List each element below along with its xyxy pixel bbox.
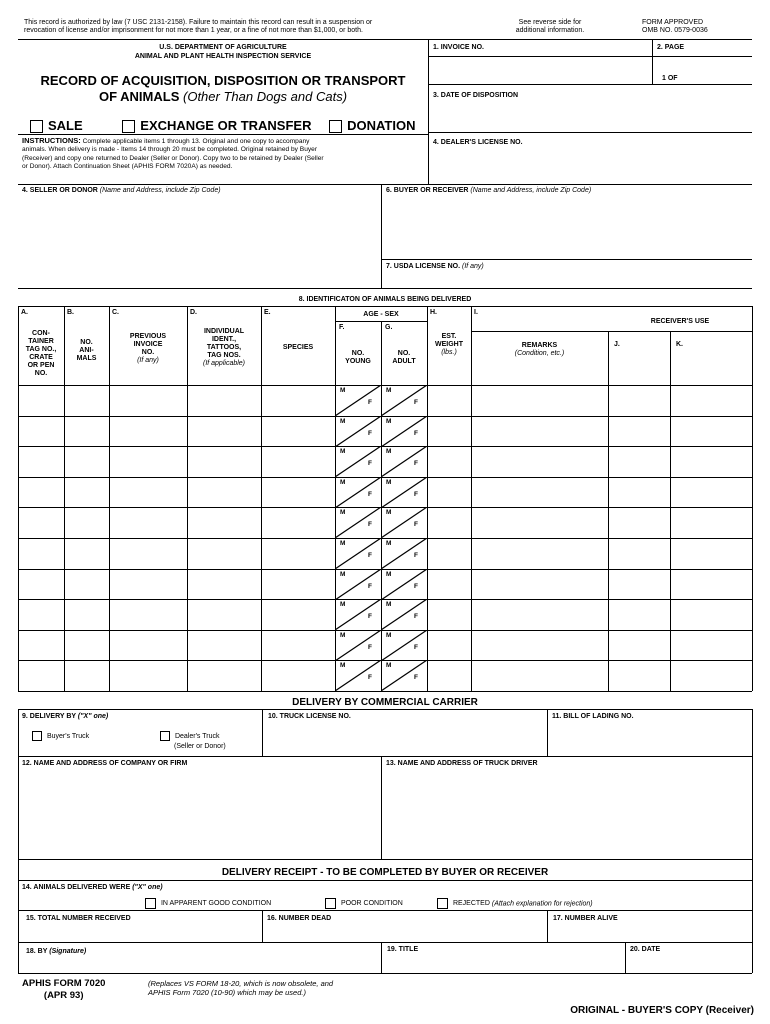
truck-driver-label: 13. NAME AND ADDRESS OF TRUCK DRIVER xyxy=(386,760,538,767)
instructions xyxy=(22,137,424,172)
donation-label: DONATION xyxy=(347,118,416,133)
form-title-italic: (Other Than Dogs and Cats) xyxy=(183,89,348,104)
adult-female-marker: F xyxy=(414,460,418,468)
buyer-label-text: 6. BUYER OR RECEIVER xyxy=(386,187,469,194)
adult-male-marker: M xyxy=(386,631,392,639)
transaction-type-row xyxy=(30,118,415,133)
col-c-hint: (If any) xyxy=(137,357,159,364)
col-b-text: ANI- xyxy=(79,347,94,354)
replaces-note xyxy=(148,979,333,997)
delivered-label-text: 14. ANIMALS DELIVERED WERE xyxy=(22,884,131,891)
reverse-note-line-2: additional information. xyxy=(515,27,585,34)
col-a-text: TAINER xyxy=(28,338,54,345)
date-of-disposition-label: 3. DATE OF DISPOSITION xyxy=(433,92,519,99)
young-female-marker: F xyxy=(368,674,372,682)
young-female-marker: F xyxy=(368,552,372,559)
col-i-text: REMARKS xyxy=(521,342,558,349)
young-female-marker: F xyxy=(368,521,372,529)
company-name-label: 12. NAME AND ADDRESS OF COMPANY OR FIRM xyxy=(22,760,188,767)
col-a-text: CRATE xyxy=(29,354,53,361)
dealers-truck-sublabel: (Seller or Donor) xyxy=(174,743,226,750)
young-male-marker: M xyxy=(340,417,346,425)
poor-condition-option[interactable] xyxy=(325,898,403,909)
adult-female-marker: F xyxy=(414,674,418,682)
rejected-checkbox[interactable] xyxy=(437,898,448,909)
instructions-line-4: or Donor). Attach Continuation Sheet (APHIS FORM 7020A) as needed. xyxy=(22,163,233,171)
col-a-text: OR PEN xyxy=(27,362,55,369)
delivered-hint: ("X" one) xyxy=(132,884,163,891)
col-d-hint: (If applicable) xyxy=(202,360,246,367)
adult-female-marker: F xyxy=(414,521,418,529)
dealers-truck-label: Dealer's Truck xyxy=(174,732,220,740)
young-female-marker: F xyxy=(368,582,372,590)
carrier-section-title: DELIVERY BY COMMERCIAL CARRIER xyxy=(292,697,478,708)
col-d-letter: D. xyxy=(190,309,197,316)
col-c-header xyxy=(109,333,187,365)
instructions-line-1 xyxy=(22,137,424,146)
adult-male-marker: M xyxy=(386,662,392,670)
col-e-letter: E. xyxy=(264,309,271,316)
good-condition-checkbox[interactable] xyxy=(145,898,156,909)
page-of-label: 1 OF xyxy=(662,75,678,82)
young-female-marker: F xyxy=(368,460,372,468)
buyers-truck-label: Buyer's Truck xyxy=(46,732,90,740)
young-male-marker: M xyxy=(340,662,346,670)
young-female-marker: F xyxy=(368,643,372,651)
date-label: 20. DATE xyxy=(630,946,661,953)
adult-male-marker: M xyxy=(386,570,392,578)
form-title-line-1: RECORD OF ACQUISITION, DISPOSITION OR TRANSPORT xyxy=(40,73,406,88)
number-dead-label: 16. NUMBER DEAD xyxy=(267,915,332,922)
col-c-letter: C. xyxy=(112,309,119,316)
col-i-header xyxy=(471,342,608,358)
col-h-text: EST. xyxy=(441,333,457,340)
buyer-hint: (Name and Address, include Zip Code) xyxy=(470,187,592,194)
col-e-header: SPECIES xyxy=(282,344,314,351)
number-alive-label: 17. NUMBER ALIVE xyxy=(553,915,618,922)
page-label: 2. PAGE xyxy=(657,44,685,51)
truck-license-label: 10. TRUCK LICENSE NO. xyxy=(268,713,351,720)
signature-label-text: 18. BY xyxy=(26,948,48,955)
form-identifier xyxy=(22,978,105,1002)
young-male-marker: M xyxy=(340,570,346,578)
form-approved: FORM APPROVED xyxy=(642,19,704,26)
seller-label xyxy=(22,187,221,194)
adult-male-marker: M xyxy=(386,478,392,486)
adult-male-marker: M xyxy=(386,509,392,517)
dealers-truck-option[interactable] xyxy=(160,731,226,750)
rejected-label: REJECTED xyxy=(452,900,490,908)
omb-number: OMB NO. 0579-0036 xyxy=(642,27,708,34)
adult-male-marker: M xyxy=(386,540,392,547)
col-g-letter: G. xyxy=(385,324,393,331)
col-f-text: YOUNG xyxy=(345,358,371,365)
good-condition-label: IN APPARENT GOOD CONDITION xyxy=(160,900,272,908)
reverse-note-line-1: See reverse side for xyxy=(518,19,582,26)
col-d-text: TAG NOS. xyxy=(207,352,241,359)
col-d-header xyxy=(187,328,261,368)
seller-label-text: 4. SELLER OR DONOR xyxy=(22,187,98,194)
adult-female-marker: F xyxy=(414,552,418,559)
young-male-marker: M xyxy=(340,601,346,609)
adult-male-marker: M xyxy=(386,601,392,609)
sale-option[interactable] xyxy=(30,118,83,133)
adult-female-marker: F xyxy=(414,399,418,406)
col-b-letter: B. xyxy=(67,309,74,316)
form-name: APHIS FORM 7020 xyxy=(22,978,106,989)
young-male-marker: M xyxy=(340,478,346,486)
adult-female-marker: F xyxy=(414,429,418,437)
exchange-checkbox[interactable] xyxy=(122,120,135,133)
young-male-marker: M xyxy=(340,387,346,394)
poor-condition-label: POOR CONDITION xyxy=(340,900,403,908)
delivery-by-label-text: 9. DELIVERY BY xyxy=(22,713,76,720)
signature-hint: (Signature) xyxy=(49,948,87,955)
authority-notice xyxy=(24,19,464,35)
agency-line-1: U.S. DEPARTMENT OF AGRICULTURE xyxy=(159,44,287,51)
form-approval xyxy=(642,19,752,35)
col-b-header xyxy=(64,339,109,363)
young-male-marker: M xyxy=(340,448,346,456)
col-h-letter: H. xyxy=(430,309,437,316)
young-male-marker: M xyxy=(340,509,346,517)
delivery-by-label xyxy=(22,713,108,720)
delivery-by-hint: ("X" one) xyxy=(77,713,109,720)
col-a-letter: A. xyxy=(21,309,28,316)
receivers-use-header: RECEIVER'S USE xyxy=(650,318,710,325)
identification-title: 8. IDENTIFICATON OF ANIMALS BEING DELIVERED xyxy=(298,296,472,303)
adult-male-marker: M xyxy=(386,387,392,394)
col-a-text: NO. xyxy=(34,370,48,377)
copy-designation: ORIGINAL - BUYER'S COPY (Receiver) xyxy=(570,1005,754,1016)
rejected-option[interactable] xyxy=(437,898,593,909)
col-a-header xyxy=(18,330,64,378)
poor-condition-checkbox[interactable] xyxy=(325,898,336,909)
col-f-letter: F. xyxy=(339,324,345,331)
form-date: (APR 93) xyxy=(43,990,84,1001)
age-sex-header: AGE - SEX xyxy=(363,311,399,318)
authority-line-2: revocation of license and/or imprisonment for not more than 1 year, or a fine of not more than $1,000, or both. xyxy=(24,27,363,34)
col-g-text: ADULT xyxy=(392,358,416,365)
buyer-label xyxy=(386,187,591,194)
rejected-hint: (Attach explanation for rejection) xyxy=(491,900,593,908)
adult-female-marker: F xyxy=(414,582,418,590)
young-female-marker: F xyxy=(368,613,372,621)
col-d-text: INDIVIDUAL xyxy=(203,328,245,335)
replaces-line-1: (Replaces VS FORM 18-20, which is now obsolete, and xyxy=(148,979,334,988)
col-b-text: NO. xyxy=(80,339,93,346)
exchange-option[interactable] xyxy=(122,118,311,133)
col-c-text: NO. xyxy=(141,349,155,356)
delivered-condition-label xyxy=(22,884,163,891)
col-i-letter: I. xyxy=(474,309,478,316)
seller-hint: (Name and Address, include Zip Code) xyxy=(99,187,221,194)
col-a-text: CON- xyxy=(32,330,50,337)
agency-line-2: ANIMAL AND PLANT HEALTH INSPECTION SERVICE xyxy=(134,53,312,60)
adult-female-marker: F xyxy=(414,490,418,498)
sale-label: SALE xyxy=(48,118,83,133)
col-c-text: PREVIOUS xyxy=(129,333,167,340)
buyers-truck-option[interactable] xyxy=(32,731,89,741)
instructions-label: INSTRUCTIONS: xyxy=(22,136,81,145)
receipt-section-title: DELIVERY RECEIPT - TO BE COMPLETED BY BUYER OR RECEIVER xyxy=(221,867,549,878)
sale-checkbox[interactable] xyxy=(30,120,43,133)
authority-line-1: This record is authorized by law (7 USC 2131-2158). Failure to maintain this record can result in a suspension or xyxy=(24,19,373,26)
signature-label xyxy=(26,948,86,955)
dealers-truck-checkbox[interactable] xyxy=(160,731,170,741)
instructions-line-3: (Receiver) and copy one returned to Dealer (Seller or Donor). Copy two to be retained by Dealer (Seller xyxy=(22,154,324,162)
replaces-line-2: APHIS Form 7020 (10-90) which may be used.) xyxy=(148,988,306,997)
col-b-text: MALS xyxy=(76,355,97,362)
form-title xyxy=(20,73,426,105)
usda-license-label xyxy=(386,263,484,270)
exchange-label: EXCHANGE OR TRANSFER xyxy=(140,118,312,133)
adult-male-marker: M xyxy=(386,417,392,425)
usda-license-hint: (If any) xyxy=(461,263,484,270)
col-h-text: WEIGHT xyxy=(435,341,463,348)
donation-checkbox[interactable] xyxy=(329,120,342,133)
young-male-marker: M xyxy=(340,631,346,639)
buyers-truck-checkbox[interactable] xyxy=(32,731,42,741)
adult-female-marker: F xyxy=(414,613,418,621)
col-f-header xyxy=(335,350,381,366)
col-a-text: TAG NO., xyxy=(25,346,57,353)
invoice-no-label: 1. INVOICE NO. xyxy=(433,44,484,51)
good-condition-option[interactable] xyxy=(145,898,271,909)
young-female-marker: F xyxy=(368,429,372,437)
instructions-text-1: Complete applicable items 1 through 13. Original and one copy to accompany xyxy=(82,138,310,145)
col-h-hint: (lbs.) xyxy=(441,349,457,356)
instructions-line-2: animals. When delivery is made - Items 14 through 20 must be completed. Original retained by Buyer xyxy=(22,146,318,154)
col-k-letter: K. xyxy=(676,341,683,348)
col-i-hint: (Condition, etc.) xyxy=(514,350,565,357)
col-d-text: TATTOOS, xyxy=(206,344,242,351)
young-female-marker: F xyxy=(368,490,372,498)
form-title-bold: OF ANIMALS xyxy=(98,89,180,104)
col-d-text: IDENT., xyxy=(211,336,237,343)
donation-option[interactable] xyxy=(329,118,415,133)
col-g-header xyxy=(381,350,427,366)
dealers-license-label: 4. DEALER'S LICENSE NO. xyxy=(433,139,523,146)
young-female-marker: F xyxy=(368,399,372,406)
col-j-letter: J. xyxy=(614,341,620,348)
agency-heading xyxy=(20,43,426,61)
adult-female-marker: F xyxy=(414,643,418,651)
young-male-marker: M xyxy=(340,540,346,547)
col-f-text: NO. xyxy=(351,350,365,357)
bill-of-lading-label: 11. BILL OF LADING NO. xyxy=(552,713,634,720)
title-label: 19. TITLE xyxy=(387,946,419,953)
adult-male-marker: M xyxy=(386,448,392,456)
col-c-text: INVOICE xyxy=(133,341,163,348)
total-received-label: 15. TOTAL NUMBER RECEIVED xyxy=(26,915,131,922)
col-h-header xyxy=(427,333,471,357)
reverse-note xyxy=(495,19,605,35)
form-title-line-2 xyxy=(20,89,426,105)
usda-license-label-text: 7. USDA LICENSE NO. xyxy=(386,263,461,270)
col-g-text: NO. xyxy=(397,350,411,357)
